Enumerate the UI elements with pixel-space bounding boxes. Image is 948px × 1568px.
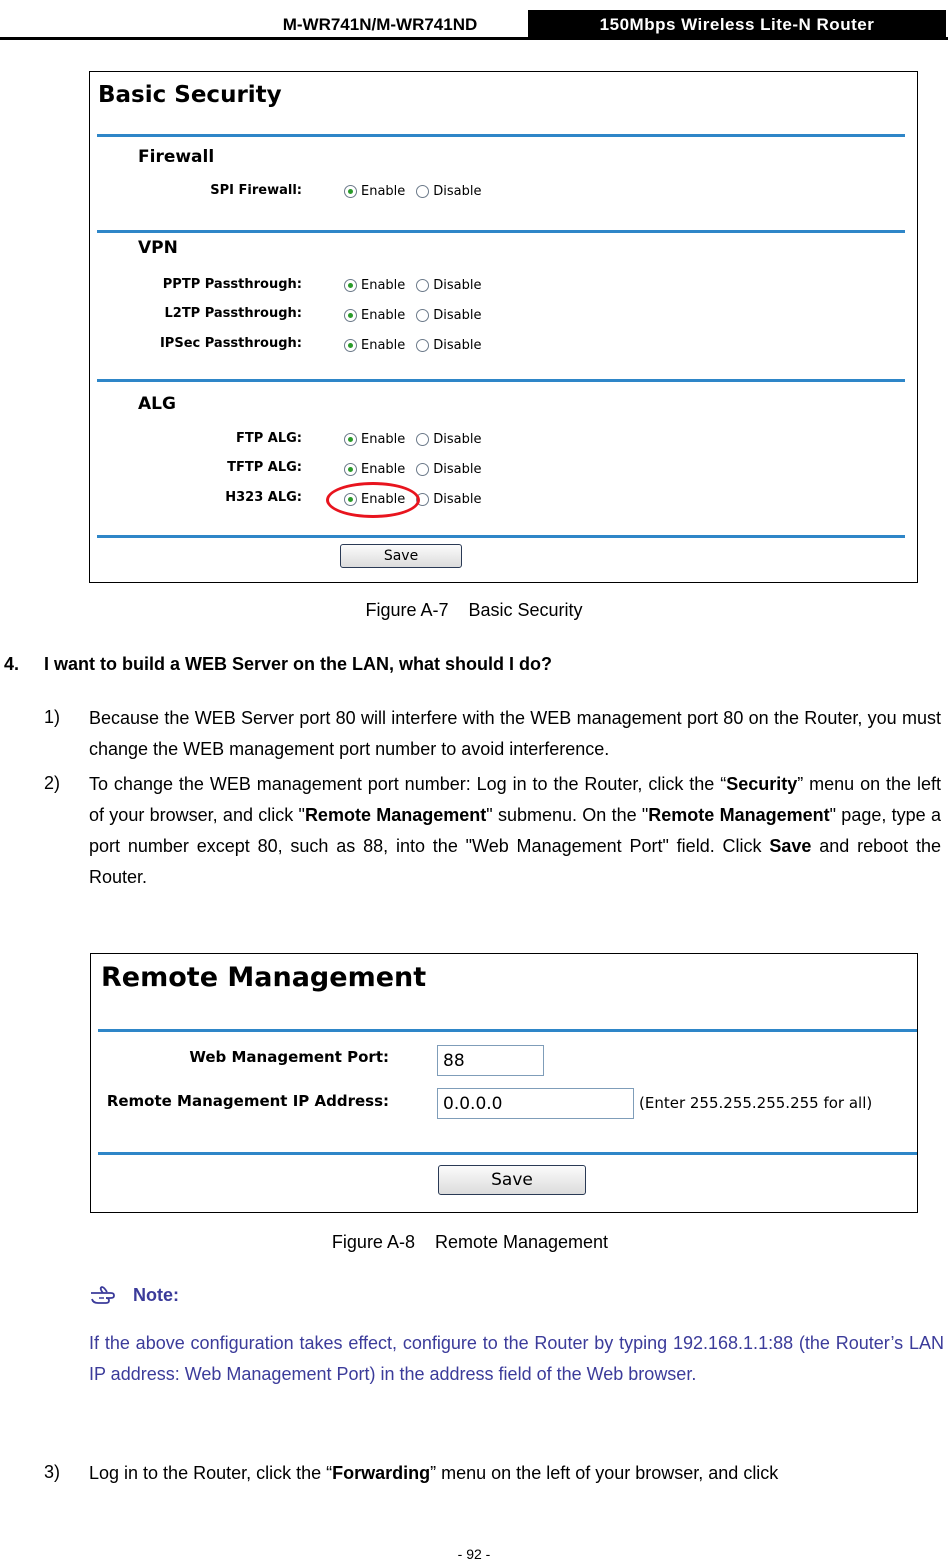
web-management-port-input[interactable]: 88	[437, 1045, 544, 1076]
figure-a8-caption: Figure A-8 Remote Management	[331, 1232, 609, 1252]
tftp-alg-options	[344, 462, 482, 477]
spi-firewall-disable-radio[interactable]	[416, 185, 429, 198]
disable-label: Disable	[433, 308, 482, 323]
remote-management-page-name: Remote Management	[648, 805, 830, 825]
document-model-header: M-WR741N/M-WR741ND	[282, 15, 478, 34]
basic-security-screenshot	[89, 71, 918, 583]
security-menu-name: Security	[726, 774, 798, 794]
divider	[98, 1029, 917, 1032]
divider	[97, 230, 905, 233]
step-number: 3)	[44, 1462, 61, 1482]
faq-question: I want to build a WEB Server on the LAN, what should I do?	[44, 654, 553, 674]
step-number: 1)	[44, 707, 61, 727]
l2tp-enable-radio[interactable]	[344, 309, 357, 322]
ftp-alg-label: FTP ALG:	[235, 431, 302, 446]
disable-label: Disable	[433, 492, 482, 507]
pptp-enable-radio[interactable]	[344, 279, 357, 292]
spi-firewall-enable-radio[interactable]	[344, 185, 357, 198]
step-3-text-part: Log in to the Router, click the “	[89, 1463, 333, 1483]
ipsec-passthrough-label: IPSec Passthrough:	[159, 336, 302, 351]
disable-label: Disable	[433, 462, 482, 477]
note-text: If the above configuration takes effect, configure to the Router by typing 192.168.1.1:88 (the Router’s LAN IP address: Web Management Port) in the address field of the Web browser.	[89, 1333, 944, 1384]
note-header	[89, 1284, 179, 1306]
step-3-text	[89, 1458, 944, 1489]
l2tp-passthrough-label: L2TP Passthrough:	[164, 306, 302, 321]
remote-management-ip-input[interactable]: 0.0.0.0	[437, 1088, 634, 1119]
tftp-alg-disable-radio[interactable]	[416, 463, 429, 476]
document-product-header: 150Mbps Wireless Lite-N Router	[528, 10, 946, 40]
enable-label: Enable	[361, 462, 406, 477]
page-number: - 92 -	[457, 1546, 491, 1562]
step-3-text-part: ” menu on the left of your browser, and click	[430, 1463, 779, 1483]
step-2-text-part: " page, type a port number except 80, such as 88, into the "Web Management Port" field. Click	[89, 805, 941, 856]
header-rule	[0, 37, 948, 40]
divider	[97, 134, 905, 137]
forwarding-menu-name: Forwarding	[332, 1463, 431, 1483]
ipsec-disable-radio[interactable]	[416, 339, 429, 352]
remote-management-submenu-name: Remote Management	[304, 805, 487, 825]
remote-management-ip-label: Remote Management IP Address:	[106, 1092, 389, 1110]
remote-management-title: Remote Management	[101, 962, 427, 993]
step-number: 2)	[44, 773, 61, 793]
enable-label: Enable	[361, 308, 406, 323]
ftp-alg-disable-radio[interactable]	[416, 433, 429, 446]
pptp-passthrough-label: PPTP Passthrough:	[162, 277, 302, 292]
ipsec-enable-radio[interactable]	[344, 339, 357, 352]
section-firewall: Firewall	[138, 147, 215, 167]
disable-label: Disable	[433, 278, 482, 293]
faq-number: 4.	[4, 654, 20, 674]
step-2-text-part: and reboot the Router.	[89, 836, 941, 887]
figure-a7-caption: Figure A-7 Basic Security	[365, 600, 583, 620]
remote-management-screenshot	[90, 953, 918, 1213]
l2tp-passthrough-options	[344, 308, 482, 323]
step-2-text-part: " submenu. On the "	[486, 805, 649, 825]
step-1-text: Because the WEB Server port 80 will interfere with the WEB management port 80 on the Router, you must change the WEB management port number to avoid interference.	[89, 708, 941, 759]
pptp-disable-radio[interactable]	[416, 279, 429, 292]
save-button[interactable]: Save	[438, 1165, 586, 1195]
section-vpn: VPN	[138, 238, 178, 258]
save-button[interactable]: Save	[340, 544, 462, 568]
ipsec-passthrough-options	[344, 338, 482, 353]
pointing-hand-icon	[89, 1284, 125, 1306]
divider	[97, 535, 905, 538]
disable-label: Disable	[433, 338, 482, 353]
enable-label: Enable	[361, 278, 406, 293]
enable-label: Enable	[361, 338, 406, 353]
tftp-alg-label: TFTP ALG:	[227, 460, 302, 475]
step-2-text-part: To change the WEB management port number: Log in to the Router, click the “	[89, 774, 727, 794]
spi-firewall-label: SPI Firewall:	[210, 183, 302, 198]
enable-label: Enable	[361, 432, 406, 447]
tftp-alg-enable-radio[interactable]	[344, 463, 357, 476]
disable-label: Disable	[433, 432, 482, 447]
ip-hint-text: (Enter 255.255.255.255 for all)	[639, 1094, 873, 1112]
spi-firewall-options	[344, 184, 482, 199]
ftp-alg-options	[344, 432, 482, 447]
ftp-alg-enable-radio[interactable]	[344, 433, 357, 446]
enable-label: Enable	[361, 184, 406, 199]
disable-label: Disable	[433, 184, 482, 199]
web-management-port-label: Web Management Port:	[189, 1048, 389, 1066]
divider	[98, 1152, 917, 1155]
note-label: Note:	[133, 1284, 179, 1305]
pptp-passthrough-options	[344, 278, 482, 293]
step-2-text	[89, 769, 941, 893]
save-term: Save	[769, 836, 812, 856]
basic-security-title: Basic Security	[98, 82, 282, 108]
l2tp-disable-radio[interactable]	[416, 309, 429, 322]
enable-label: Enable	[361, 492, 406, 507]
h323-alg-label: H323 ALG:	[225, 490, 302, 505]
step-2-text-part: ” menu on the left of your browser, and click "	[89, 774, 941, 825]
section-alg: ALG	[138, 394, 176, 414]
divider	[97, 379, 905, 382]
highlight-ellipse	[326, 482, 420, 518]
